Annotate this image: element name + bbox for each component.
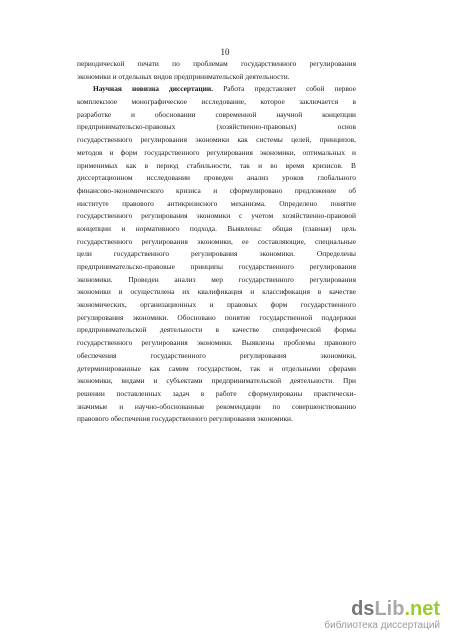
section-heading: Научная новизна диссертации. bbox=[93, 84, 213, 94]
text-line: концепции и нормативного подхода. Выявлены: общая (главная) цель bbox=[77, 223, 356, 233]
text-line: правового обеспечения государственного регулирования экономики. bbox=[77, 414, 293, 424]
text-line: регулирования экономики. Обосновано понятие государственной поддержки bbox=[77, 312, 356, 322]
page-number: 10 bbox=[220, 47, 230, 57]
text-line: предпринимательской деятельности в качестве специфической формы bbox=[77, 325, 356, 335]
watermark[interactable] bbox=[324, 599, 440, 631]
logo-ds: ds bbox=[351, 598, 375, 620]
text-line: экономики, видами и субъектами предпринимательской деятельности. При bbox=[77, 376, 356, 386]
text-line: экономики и отдельных видов предпринимательской деятельности. bbox=[77, 71, 290, 81]
text-line: методов и форм государственного регулирования экономики, оптимальных и bbox=[77, 147, 356, 157]
watermark-subtitle: библиотека диссертаций bbox=[324, 620, 440, 631]
text-line: экономики и осуществлена их квалификация и классификация в качестве bbox=[77, 287, 356, 297]
text-line: предпринимательско-правовых (хозяйственно-правовых) основ bbox=[77, 122, 356, 132]
text-line: периодической печати по проблемам государственного регулирования bbox=[77, 59, 356, 68]
text-line: государственного регулирования экономики. Выявлены проблемы правового bbox=[77, 338, 356, 348]
logo-net: .net bbox=[404, 598, 440, 620]
text-line: институте правового антикризисного механизма. Определено понятие bbox=[77, 198, 356, 208]
text-line: финансово-экономического кризиса и сформулировано предложение об bbox=[77, 185, 356, 195]
text-line: государственного регулирования экономики как системы целей, принципов, bbox=[77, 135, 356, 145]
heading-line bbox=[77, 83, 356, 96]
text-line: решении поставленных задач в работе сформулированы практически- bbox=[77, 388, 356, 398]
text-line: значимые и научно-обоснованные рекомендации по совершенствованию bbox=[77, 401, 356, 411]
text-line: экономики. Проведен анализ мер государственного регулирования bbox=[77, 274, 356, 284]
text-line: обеспечения государственного регулирования экономики, bbox=[77, 350, 356, 360]
text-line: разработке и обосновании современной научной концепции bbox=[77, 109, 356, 119]
text-line: комплексное монографическое исследование, которое заключается в bbox=[77, 97, 356, 107]
watermark-logo bbox=[324, 599, 440, 619]
text-line: применимых как в период стабильности, так и во время кризисов. В bbox=[77, 160, 356, 170]
text-line: цели государственного регулирования экономики. Определены bbox=[77, 249, 356, 259]
text-line: государственного регулирования экономики с учетом хозяйственно-правовой bbox=[77, 211, 356, 221]
text-line: предпринимательско-правовые принципы государственного регулирования bbox=[77, 262, 356, 271]
text-line: государственного регулирования экономики, ее составляющие, специальные bbox=[77, 236, 356, 246]
logo-lib: Lib bbox=[374, 598, 405, 620]
text-fragment: Работа представляет собой первое bbox=[223, 84, 356, 94]
text-line: экономических, организационных и правовых форм государственного bbox=[77, 300, 356, 310]
text-line: детерминированные как самим государством, так и отдельными сферами bbox=[77, 363, 356, 373]
text-line: диссертационном исследовании проведен анализ уроков глобального bbox=[77, 173, 356, 183]
document-body bbox=[77, 58, 356, 426]
